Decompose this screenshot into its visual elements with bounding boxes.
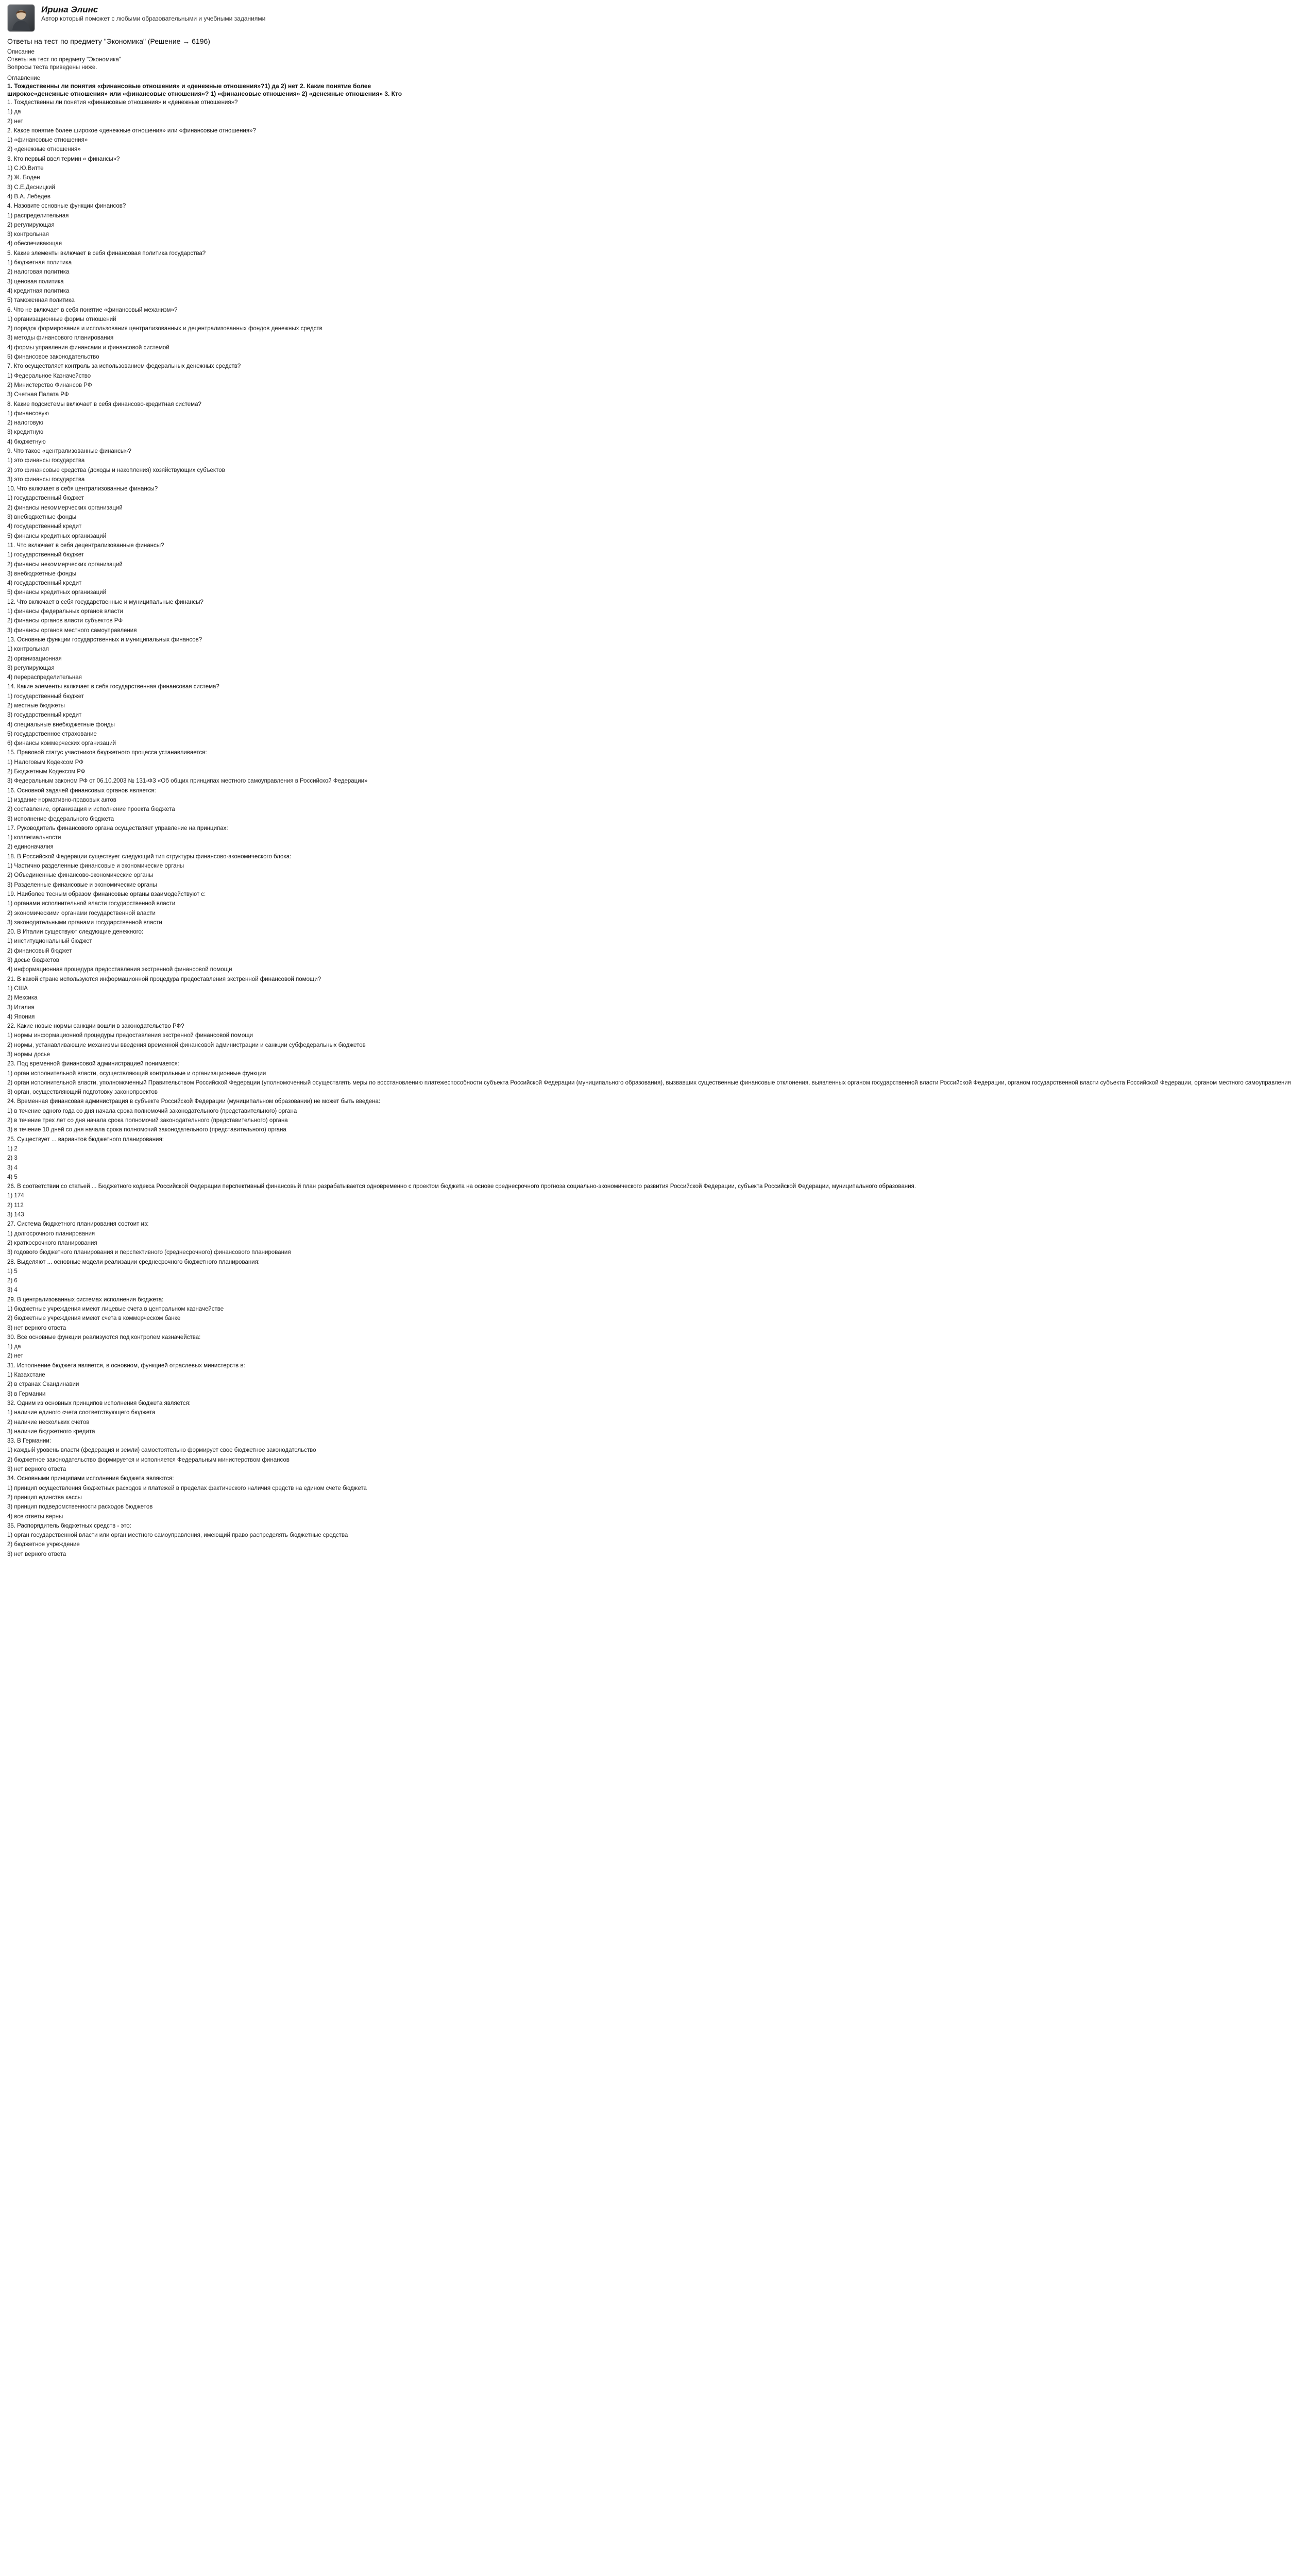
answer-option: 2) в течение трех лет со дня начала срока полномочий законодательного (представительного) органа	[7, 1117, 288, 1124]
answer-option: 2) финансы органов власти субъектов РФ	[7, 618, 123, 624]
answer-option: 2) Министерство Финансов РФ	[7, 382, 92, 388]
answer-option: 1) «финансовые отношения»	[7, 137, 88, 144]
answer-option: 3) принцип подведомственности расходов бюджетов	[7, 1504, 153, 1511]
answer-option: 2) 112	[7, 1202, 24, 1209]
answer-option: 3) регулирующая	[7, 665, 55, 671]
answer-option: 1) да	[7, 109, 21, 115]
answer-option: 4) формы управления финансами и финансовой системой	[7, 344, 169, 351]
answer-option: 1) принцип осуществления бюджетных расходов и платежей в пределах фактического наличия средств на едином счете бюджета	[7, 1485, 367, 1492]
answer-option: 1) каждый уровень власти (федерация и земли) самостоятельно формирует свое бюджетное законодательство	[7, 1447, 316, 1454]
author-header	[7, 4, 429, 32]
answer-option: 2) краткосрочного планирования	[7, 1240, 97, 1246]
question-line: 21. В какой стране используются информационной процедура предоставления экстренной финансовой помощи?	[7, 976, 321, 982]
question-line: 10. Что включает в себя централизованные финансы?	[7, 486, 158, 493]
answer-option: 2) бюджетные учреждения имеют счета в коммерческом банке	[7, 1315, 181, 1322]
question-line: 27. Система бюджетного планирования состоит из:	[7, 1221, 149, 1228]
question-line: 11. Что включает в себя децентрализованные финансы?	[7, 542, 164, 549]
answer-option: 5) финансовое законодательство	[7, 354, 99, 361]
answer-option: 3) орган, осуществляющий подготовку законопроектов	[7, 1089, 158, 1096]
answer-option: 4) перераспределительная	[7, 674, 82, 681]
answer-option: 3) Италия	[7, 1004, 35, 1011]
answer-option: 1) коллегиальности	[7, 835, 61, 841]
answer-option: 3) 4	[7, 1287, 18, 1294]
answer-option: 2) в странах Скандинавии	[7, 1381, 79, 1388]
answer-option: 1) институциональный бюджет	[7, 938, 92, 945]
document-title: Ответы на тест по предмету "Экономика" (Решение → 6196)	[7, 37, 210, 45]
answer-option: 1) распределительная	[7, 212, 69, 219]
answer-option: 2) 6	[7, 1278, 18, 1284]
answer-option: 2) нет	[7, 118, 24, 125]
question-line: 28. Выделяют ... основные модели реализации среднесрочного бюджетного планирования:	[7, 1259, 260, 1265]
question-line: 16. Основной задачей финансовых органов является:	[7, 787, 156, 794]
answer-option: 1) в течение одного года со дня начала срока полномочий законодательного (представительного) органа	[7, 1108, 297, 1114]
answer-option: 2) составление, организация и исполнение проекта бюджета	[7, 806, 175, 813]
answer-option: 4) кредитная политика	[7, 287, 70, 294]
answer-option: 3) нет верного ответа	[7, 1466, 66, 1473]
answer-option: 2) наличие нескольких счетов	[7, 1419, 90, 1426]
answer-option: 2) налоговую	[7, 420, 43, 427]
question-line: 32. Одним из основных принципов исполнения бюджета является:	[7, 1400, 191, 1406]
answer-option: 1) финансовую	[7, 410, 49, 417]
answer-option: 2) экономическими органами государственной власти	[7, 910, 156, 917]
answer-option: 1) 2	[7, 1145, 18, 1152]
question-line: 4. Назовите основные функции финансов?	[7, 203, 126, 210]
question-line: 9. Что такое «централизованные финансы»?	[7, 448, 131, 454]
answer-option: 4) информационная процедура предоставления экстренной финансовой помощи	[7, 967, 232, 973]
question-line: 19. Наиболее тесным образом финансовые органы взаимодействуют с:	[7, 891, 206, 897]
question-line: 26. В соответствии со статьей ... Бюджетного кодекса Российской Федерации перспективный финансовый план разрабатывается одновременно с проектом бюджета на основе среднесрочного прогноза социально-экономического развития Российской Федерации, субъекта Российской Федерации, муниципального образования.	[7, 1183, 916, 1190]
answer-option: 3) законодательными органами государственной власти	[7, 919, 162, 926]
description-label: Описание	[7, 49, 35, 55]
answer-option: 2) финансы некоммерческих организаций	[7, 561, 123, 568]
answer-option: 2) Бюджетным Кодексом РФ	[7, 769, 86, 775]
answer-option: 2) финансы некоммерческих организаций	[7, 504, 123, 511]
answer-option: 1) орган исполнительной власти, осуществляющий контрольные и организационные функции	[7, 1070, 266, 1077]
author-avatar[interactable]	[7, 4, 35, 32]
answer-option: 4) обеспечивающая	[7, 241, 62, 247]
question-line: 20. В Италии существуют следующие денежного:	[7, 929, 144, 936]
answer-option: 2) налоговая политика	[7, 269, 70, 276]
answer-option: 4) государственный кредит	[7, 580, 82, 587]
question-line: 29. В централизованных системах исполнения бюджета:	[7, 1296, 164, 1303]
answer-option: 3) нет верного ответа	[7, 1551, 66, 1557]
answer-option: 2) нет	[7, 1353, 24, 1360]
answer-option: 1) долгосрочного планирования	[7, 1230, 95, 1237]
answer-option: 4) 5	[7, 1174, 18, 1180]
answer-option: 3) С.Е.Десницкий	[7, 184, 55, 191]
question-line: 7. Кто осуществляет контроль за использованием федеральных денежных средств?	[7, 363, 241, 370]
answer-option: 2) орган исполнительной власти, уполномоченный Правительством Российской Федерации (уполномоченный осуществлять меры по восстановлению платежеспособности субъекта Российской Федерации (муниципального образования), вызвавших существенные финансовые отклонения, выявленных органом государственной власти Российской Федерации, органом государственной власти субъекта Российской Федерации, органом местного самоуправления	[7, 1079, 1291, 1086]
question-line: 24. Временная финансовая администрация в субъекте Российской Федерации (муниципальном образовании) не может быть введена:	[7, 1098, 381, 1105]
answer-option: 1) государственный бюджет	[7, 693, 84, 700]
answer-option: 2) порядок формирования и использования централизованных и децентрализованных фондов денежных средств	[7, 326, 322, 332]
author-info	[41, 4, 265, 23]
answer-option: 2) регулирующая	[7, 222, 55, 228]
answer-option: 1) 5	[7, 1268, 18, 1275]
answer-option: 3) Счетная Палата РФ	[7, 392, 69, 398]
answer-option: 2) единоначалия	[7, 844, 54, 851]
answer-option: 5) таможенная политика	[7, 297, 75, 304]
answer-option: 1) это финансы государства	[7, 457, 85, 464]
answer-option: 1) Налоговым Кодексом РФ	[7, 759, 83, 766]
answer-option: 1) организационные формы отношений	[7, 316, 116, 323]
question-line: 8. Какие подсистемы включает в себя финансово-кредитная система?	[7, 401, 201, 408]
question-line: 23. Под временной финансовой администрацией понимается:	[7, 1061, 179, 1067]
question-line: 5. Какие элементы включает в себя финансовая политика государства?	[7, 250, 206, 257]
answer-option: 3) контрольная	[7, 231, 49, 238]
answer-option: 5) финансы кредитных организаций	[7, 589, 107, 596]
answer-option: 3) нет верного ответа	[7, 1325, 66, 1331]
answer-option: 3) внебюджетные фонды	[7, 570, 77, 577]
answer-option: 3) финансы органов местного самоуправления	[7, 627, 137, 634]
question-line: 12. Что включает в себя государственные и муниципальные финансы?	[7, 599, 203, 605]
author-name[interactable]: Ирина Элинс	[41, 5, 98, 14]
answer-option: 4) бюджетную	[7, 438, 46, 445]
answer-option: 1) государственный бюджет	[7, 552, 84, 558]
answer-option: 1) да	[7, 1344, 21, 1350]
answer-option: 3) 143	[7, 1212, 24, 1218]
answer-option: 3) наличие бюджетного кредита	[7, 1428, 95, 1435]
answer-option: 1) бюджетная политика	[7, 260, 72, 266]
answer-option: 2) «денежные отношения»	[7, 146, 81, 153]
answer-option: 1) орган государственной власти или орган местного самоуправления, имеющий право распределять бюджетные средства	[7, 1532, 348, 1539]
question-line: 1. Тождественны ли понятия «финансовые отношения» и «денежные отношения»?	[7, 99, 238, 106]
answer-option: 4) все ответы верны	[7, 1513, 63, 1520]
answer-option: 2) местные бюджеты	[7, 703, 65, 709]
question-line: 34. Основными принципами исполнения бюджета являются:	[7, 1476, 174, 1482]
question-line: 15. Правовой статус участников бюджетного процесса устанавливается:	[7, 750, 207, 756]
document-note: Вопросы теста приведены ниже.	[7, 64, 97, 71]
document-subtitle: Ответы на тест по предмету "Экономика"	[7, 57, 121, 63]
question-line: 33. В Германии:	[7, 1438, 51, 1445]
toc-summary: 1. Тождественны ли понятия «финансовые отношения» и «денежные отношения»?1) да 2) нет 2. Какие понятие более широкое«денежные отношения» или «финансовые отношения»? 1) «финансовые отношения» 2) «денежные отношения» 3. Кто	[7, 82, 402, 97]
answer-option: 3) Федеральным законом РФ от 06.10.2003 № 131-ФЗ «Об общих принципах местного самоуправления в Российской Федерации»	[7, 778, 368, 785]
question-line: 6. Что не включает в себя понятие «финансовый механизм»?	[7, 307, 178, 313]
question-line: 17. Руководитель финансового органа осуществляет управление на принципах:	[7, 825, 228, 832]
answer-option: 2) это финансовые средства (доходы и накопления) хозяйствующих субъектов	[7, 467, 225, 473]
question-line: 31. Исполнение бюджета является, в основном, функцией отраслевых министерств в:	[7, 1362, 245, 1369]
answer-option: 3) Разделенные финансовые и экономические органы	[7, 882, 157, 888]
answer-option: 2) Ж. Боден	[7, 175, 40, 181]
answer-option: 1) финансы федеральных органов власти	[7, 608, 123, 615]
question-line: 14. Какие элементы включает в себя государственная финансовая система?	[7, 684, 219, 690]
question-line: 35. Распорядитель бюджетных средств - это:	[7, 1522, 131, 1529]
answer-option: 6) финансы коммерческих организаций	[7, 740, 116, 747]
answer-option: 1) С.Ю.Витте	[7, 165, 44, 172]
answer-option: 1) контрольная	[7, 646, 49, 653]
answer-option: 3) нормы досье	[7, 1051, 50, 1058]
question-line: 30. Все основные функции реализуются под контролем казначейства:	[7, 1334, 201, 1341]
answer-option: 4) государственный кредит	[7, 523, 82, 530]
answer-option: 3) досье бюджетов	[7, 957, 59, 964]
answer-option: 3) в Германии	[7, 1391, 46, 1397]
answer-option: 2) принцип единства кассы	[7, 1494, 82, 1501]
question-line: 3. Кто первый ввел термин « финансы»?	[7, 156, 120, 162]
answer-option: 1) Частично разделенные финансовые и экономические органы	[7, 863, 184, 870]
question-line: 13. Основные функции государственных и муниципальных финансов?	[7, 636, 202, 643]
answer-option: 3) годового бюджетного планирования и перспективного (среднесрочного) финансового планирования	[7, 1249, 291, 1256]
answer-option: 1) наличие единого счета соответствующего бюджета	[7, 1410, 156, 1416]
answer-option: 1) 174	[7, 1193, 24, 1199]
answer-option: 2) 3	[7, 1155, 18, 1162]
answer-option: 1) издание нормативно-правовых актов	[7, 796, 116, 803]
answer-option: 1) США	[7, 985, 28, 992]
answer-option: 1) нормы информационной процедуры предоставления экстренной финансовой помощи	[7, 1032, 253, 1039]
toc-label: Оглавление	[7, 75, 41, 81]
answer-option: 2) финансовый бюджет	[7, 947, 72, 954]
person-icon	[9, 6, 33, 30]
answer-option: 2) нормы, устанавливающие механизмы введения временной финансовой администрации и санкции субфедеральных бюджетов	[7, 1042, 366, 1048]
answer-option: 1) органами исполнительной власти государственной власти	[7, 901, 176, 907]
answer-option: 2) бюджетное законодательство формируется и исполняется Федеральным министерством финансов	[7, 1456, 290, 1463]
question-line: 2. Какое понятие более широкое «денежные отношения» или «финансовые отношения»?	[7, 127, 256, 134]
answer-option: 4) В.А. Лебедев	[7, 193, 50, 200]
question-line: 18. В Российской Федерации существует следующий тип структуры финансово-экономического блока:	[7, 853, 292, 860]
answer-option: 1) бюджетные учреждения имеют лицевые счета в центральном казначействе	[7, 1306, 224, 1312]
answer-option: 3) внебюджетные фонды	[7, 514, 77, 521]
question-line: 25. Существует ... вариантов бюджетного планирования:	[7, 1136, 164, 1143]
question-line: 22. Какие новые нормы санкции вошли в законодательство РФ?	[7, 1023, 184, 1030]
answer-option: 3) это финансы государства	[7, 476, 85, 483]
answer-option: 2) бюджетное учреждение	[7, 1541, 80, 1548]
answer-option: 3) в течение 10 дней со дня начала срока полномочий законодательного (представительного) органа	[7, 1127, 286, 1133]
answer-option: 1) Федеральное Казначейство	[7, 372, 91, 379]
question-list	[7, 98, 1291, 1559]
answer-option: 3) ценовая политика	[7, 278, 64, 285]
author-description: Автор который поможет с любыми образовательными и учебными заданиями	[41, 15, 266, 23]
answer-option: 2) Мексика	[7, 995, 38, 1002]
answer-option: 2) Объединенные финансово-экономические органы	[7, 872, 154, 879]
answer-option: 2) организационная	[7, 655, 62, 662]
answer-option: 4) специальные внебюджетные фонды	[7, 721, 115, 728]
answer-option: 3) 4	[7, 1164, 18, 1171]
answer-option: 3) исполнение федерального бюджета	[7, 816, 114, 822]
answer-option: 1) государственный бюджет	[7, 495, 84, 502]
answer-option: 4) Япония	[7, 1013, 35, 1020]
answer-option: 3) кредитную	[7, 429, 44, 436]
answer-option: 1) Казахстане	[7, 1372, 45, 1379]
answer-option: 5) финансы кредитных организаций	[7, 533, 107, 539]
answer-option: 3) методы финансового планирования	[7, 335, 114, 342]
answer-option: 3) государственный кредит	[7, 712, 82, 719]
answer-option: 5) государственное страхование	[7, 731, 97, 737]
